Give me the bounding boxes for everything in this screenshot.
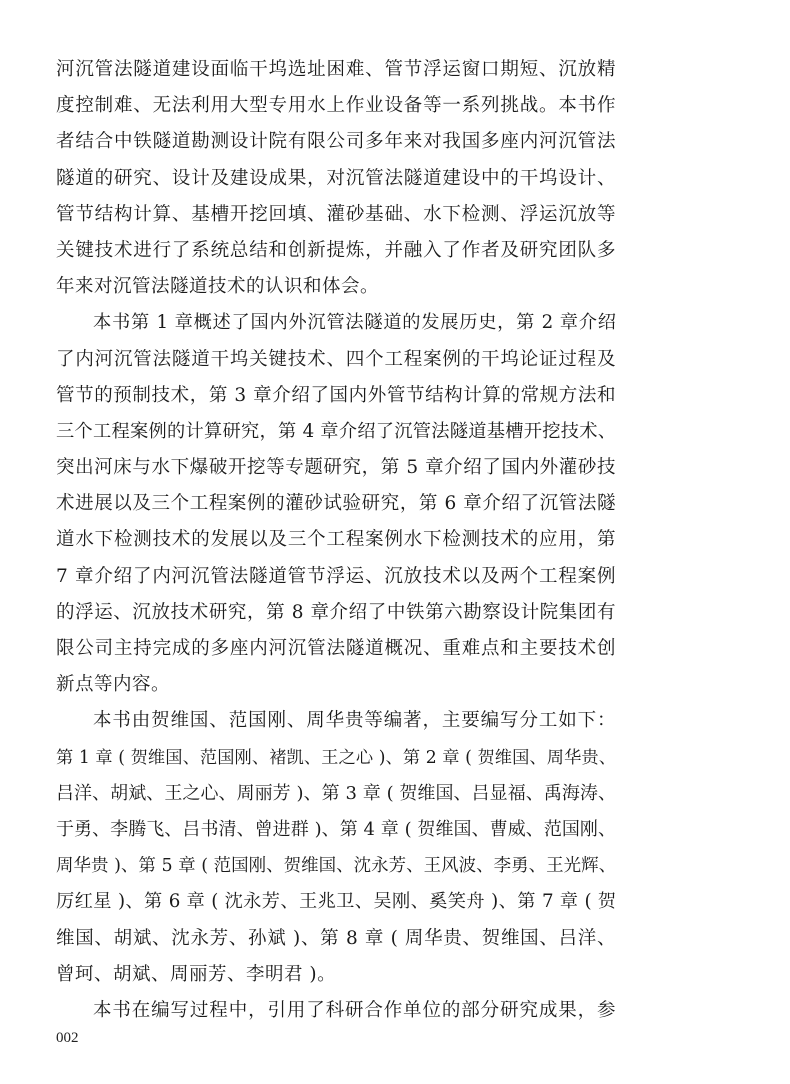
text-line: 本书在编写过程中，引用了科研合作单位的部分研究成果，参: [93, 999, 616, 1021]
text-line: 吕洋、胡斌、王之心、周丽芳 )、第 3 章 ( 贺维国、吕显福、禹海涛、: [56, 782, 616, 804]
text-line: 厉红星 )、第 6 章 ( 沈永芳、王兆卫、吴刚、奚笑舟 )、第 7 章 ( 贺: [56, 891, 616, 913]
text-line: 限公司主持完成的多座内河沉管法隧道概况、重难点和主要技术创: [56, 638, 616, 659]
page-body: [56, 52, 616, 1029]
text-line: 新点等内容。: [56, 674, 171, 696]
text-line: 第 1 章 ( 贺维国、范国刚、褚凯、王之心 )、第 2 章 ( 贺维国、周华贵、: [56, 747, 616, 768]
text-line: 关键技术进行了系统总结和创新提炼，并融入了作者及研究团队多: [56, 239, 616, 261]
text-line: 7 章介绍了内河沉管法隧道管节浮运、沉放技术以及两个工程案例: [56, 565, 616, 587]
page-number: 002: [56, 1030, 79, 1046]
paragraph: [56, 305, 616, 703]
text-line: 维国、胡斌、沈永芳、孙斌 )、第 8 章 ( 周华贵、贺维国、吕洋、: [56, 927, 616, 949]
text-line: 隧道的研究、设计及建设成果，对沉管法隧道建设中的干坞设计、: [56, 167, 616, 189]
text-line: 管节结构计算、基槽开挖回填、灌砂基础、水下检测、浮运沉放等: [56, 203, 616, 225]
text-line: 道水下检测技术的发展以及三个工程案例水下检测技术的应用，第: [56, 529, 616, 551]
paragraph: [56, 52, 616, 305]
paragraph: [56, 993, 616, 1029]
text-line: 于勇、李腾飞、吕书清、曾进群 )、第 4 章 ( 贺维国、曹威、范国刚、: [56, 818, 616, 840]
text-line: 本书由贺维国、范国刚、周华贵等编著，主要编写分工如下：: [93, 710, 616, 732]
paragraph: [56, 703, 616, 993]
text-line: 突出河床与水下爆破开挖等专题研究，第 5 章介绍了国内外灌砂技: [56, 457, 616, 479]
text-line: 河沉管法隧道建设面临干坞选址困难、管节浮运窗口期短、沉放精: [56, 59, 616, 80]
text-line: 者结合中铁隧道勘测设计院有限公司多年来对我国多座内河沉管法: [56, 131, 616, 153]
text-line: 术进展以及三个工程案例的灌砂试验研究，第 6 章介绍了沉管法隧: [56, 493, 616, 515]
text-line: 了内河沉管法隧道干坞关键技术、四个工程案例的干坞论证过程及: [56, 348, 616, 370]
text-line: 三个工程案例的计算研究，第 4 章介绍了沉管法隧道基槽开挖技术、: [56, 420, 616, 442]
text-line: 周华贵 )、第 5 章 ( 范国刚、贺维国、沈永芳、王风波、李勇、王光辉、: [56, 856, 617, 877]
text-line: 的浮运、沉放技术研究，第 8 章介绍了中铁第六勘察设计院集团有: [56, 601, 616, 623]
text-line: 管节的预制技术，第 3 章介绍了国内外管节结构计算的常规方法和: [56, 384, 616, 406]
text-line: 度控制难、无法利用大型专用水上作业设备等一系列挑战。本书作: [56, 95, 616, 117]
text-line: 曾珂、胡斌、周丽芳、李明君 )。: [56, 963, 337, 985]
text-line: 本书第 1 章概述了国内外沉管法隧道的发展历史，第 2 章介绍: [93, 312, 616, 334]
text-line: 年来对沉管法隧道技术的认识和体会。: [56, 276, 380, 298]
